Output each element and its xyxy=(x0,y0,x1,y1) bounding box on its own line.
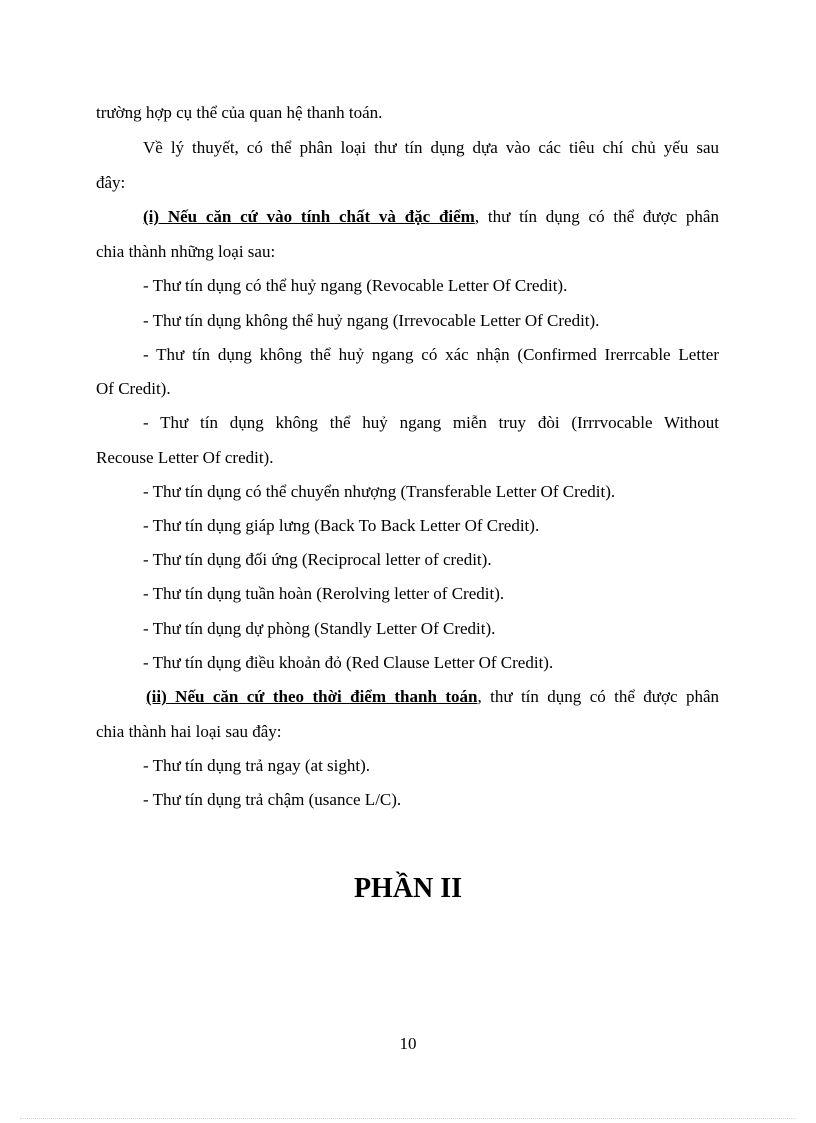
part-title: PHẦN II xyxy=(353,873,463,904)
list-item: - Thư tín dụng không thể huỷ ngang có xác nhận (Confirmed Irerrcable Letter xyxy=(143,345,719,364)
page-number: 10 xyxy=(399,1034,417,1053)
list-item: - Thư tín dụng điều khoản đỏ (Red Clause Letter Of Credit). xyxy=(143,653,554,672)
list-item: - Thư tín dụng tuần hoàn (Rerolving letter of Credit). xyxy=(143,584,505,603)
list-item: - Thư tín dụng dự phòng (Standly Letter Of Credit). xyxy=(143,619,496,638)
list-item: - Thư tín dụng trả chậm (usance L/C). xyxy=(143,790,402,809)
list-item: - Thư tín dụng có thể huỷ ngang (Revocable Letter Of Credit). xyxy=(143,276,568,295)
list-item: - Thư tín dụng không thể huỷ ngang miễn truy đòi (Irrrvocable Without xyxy=(143,413,719,432)
list-item-continuation: Recouse Letter Of credit). xyxy=(96,448,274,467)
paragraph-line: chia thành hai loại sau đây: xyxy=(96,722,282,741)
section-1-heading-line xyxy=(143,207,719,227)
paragraph-line: trường hợp cụ thể của quan hệ thanh toán. xyxy=(96,103,383,122)
section-1-heading-tail: , thư tín dụng có thể được phân xyxy=(474,207,719,226)
list-item: - Thư tín dụng trả ngay (at sight). xyxy=(143,756,371,775)
page-edge-divider xyxy=(20,1118,796,1119)
list-item: - Thư tín dụng giáp lưng (Back To Back Letter Of Credit). xyxy=(143,516,540,535)
paragraph-line: đây: xyxy=(96,173,126,192)
paragraph-line: chia thành những loại sau: xyxy=(96,242,276,261)
list-item-continuation: Of Credit). xyxy=(96,379,171,398)
list-item: - Thư tín dụng đối ứng (Reciprocal letter of credit). xyxy=(143,550,492,569)
list-item: - Thư tín dụng không thể huỷ ngang (Irrevocable Letter Of Credit). xyxy=(143,311,600,330)
section-2-heading: (ii) Nếu căn cứ theo thời điểm thanh toán xyxy=(146,687,478,706)
section-2-heading-line xyxy=(146,687,719,707)
section-1-heading: (i) Nếu căn cứ vào tính chất và đặc điểm xyxy=(143,207,475,226)
list-item: - Thư tín dụng có thể chuyển nhượng (Transferable Letter Of Credit). xyxy=(143,482,616,501)
paragraph-line: Về lý thuyết, có thể phân loại thư tín dụng dựa vào các tiêu chí chủ yếu sau xyxy=(143,138,719,157)
section-2-heading-tail: , thư tín dụng có thể được phân xyxy=(477,687,720,706)
